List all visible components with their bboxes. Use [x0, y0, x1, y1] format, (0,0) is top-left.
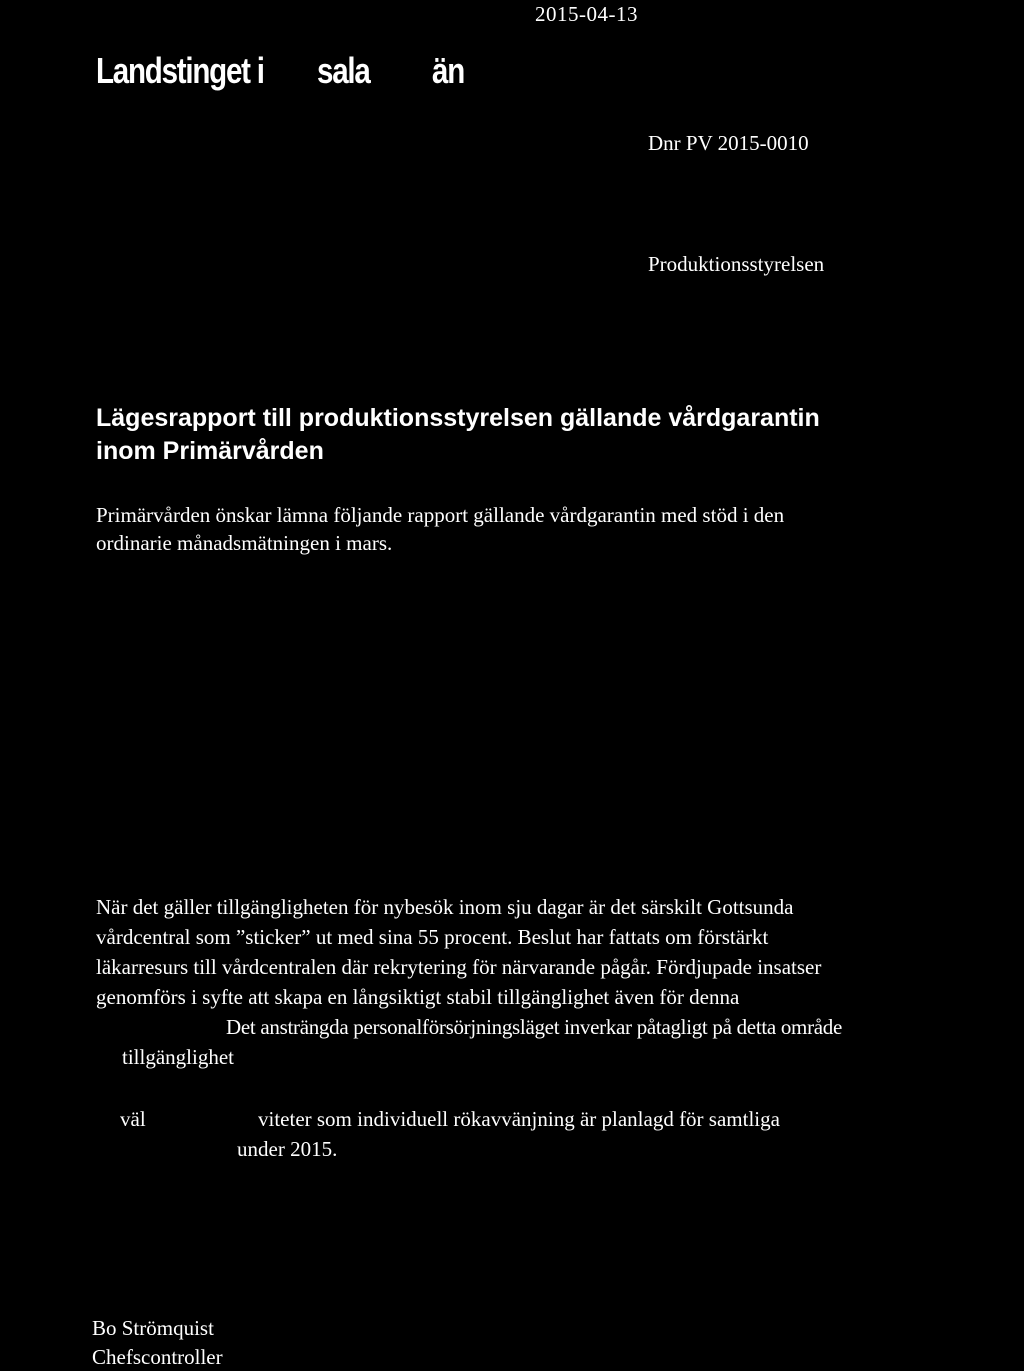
body-line-6: tillgänglighet: [122, 1045, 234, 1069]
recipient: Produktionsstyrelsen: [648, 252, 825, 276]
signature-role: Chefscontroller: [92, 1345, 223, 1369]
organization-name-part-1: Landstinget i: [96, 50, 264, 91]
report-title-line-2: inom Primärvården: [96, 437, 324, 465]
organization-name-part-3: än: [432, 50, 464, 91]
document-date: 2015-04-13: [535, 2, 638, 26]
intro-line-1: Primärvården önskar lämna följande rapport gällande vårdgarantin med stöd i den: [96, 503, 785, 527]
intro-line-2: ordinarie månadsmätningen i mars.: [96, 531, 393, 555]
body-line-7a: väl: [120, 1107, 146, 1131]
body-line-8: under 2015.: [237, 1137, 338, 1161]
body-line-5: Det ansträngda personalförsörjningsläget inverkar påtagligt på detta område: [226, 1015, 843, 1039]
body-line-3: läkarresurs till vårdcentralen där rekrytering för närvarande pågår. Fördjupade insatser: [96, 955, 822, 979]
report-title-line-1: Lägesrapport till produktionsstyrelsen gällande vårdgarantin: [96, 404, 820, 432]
diary-number: Dnr PV 2015-0010: [648, 131, 809, 155]
body-line-1: När det gäller tillgängligheten för nybesök inom sju dagar är det särskilt Gottsunda: [96, 895, 794, 919]
signature-name: Bo Strömquist: [92, 1316, 214, 1340]
body-line-4: genomförs i syfte att skapa en långsiktigt stabil tillgänglighet även för denna: [96, 985, 740, 1009]
body-line-7b: viteter som individuell rökavvänjning är planlagd för samtliga: [258, 1107, 780, 1131]
body-line-2: vårdcentral som ”sticker” ut med sina 55 procent. Beslut har fattats om förstärkt: [96, 925, 769, 949]
organization-name-part-2: sala: [317, 50, 370, 91]
